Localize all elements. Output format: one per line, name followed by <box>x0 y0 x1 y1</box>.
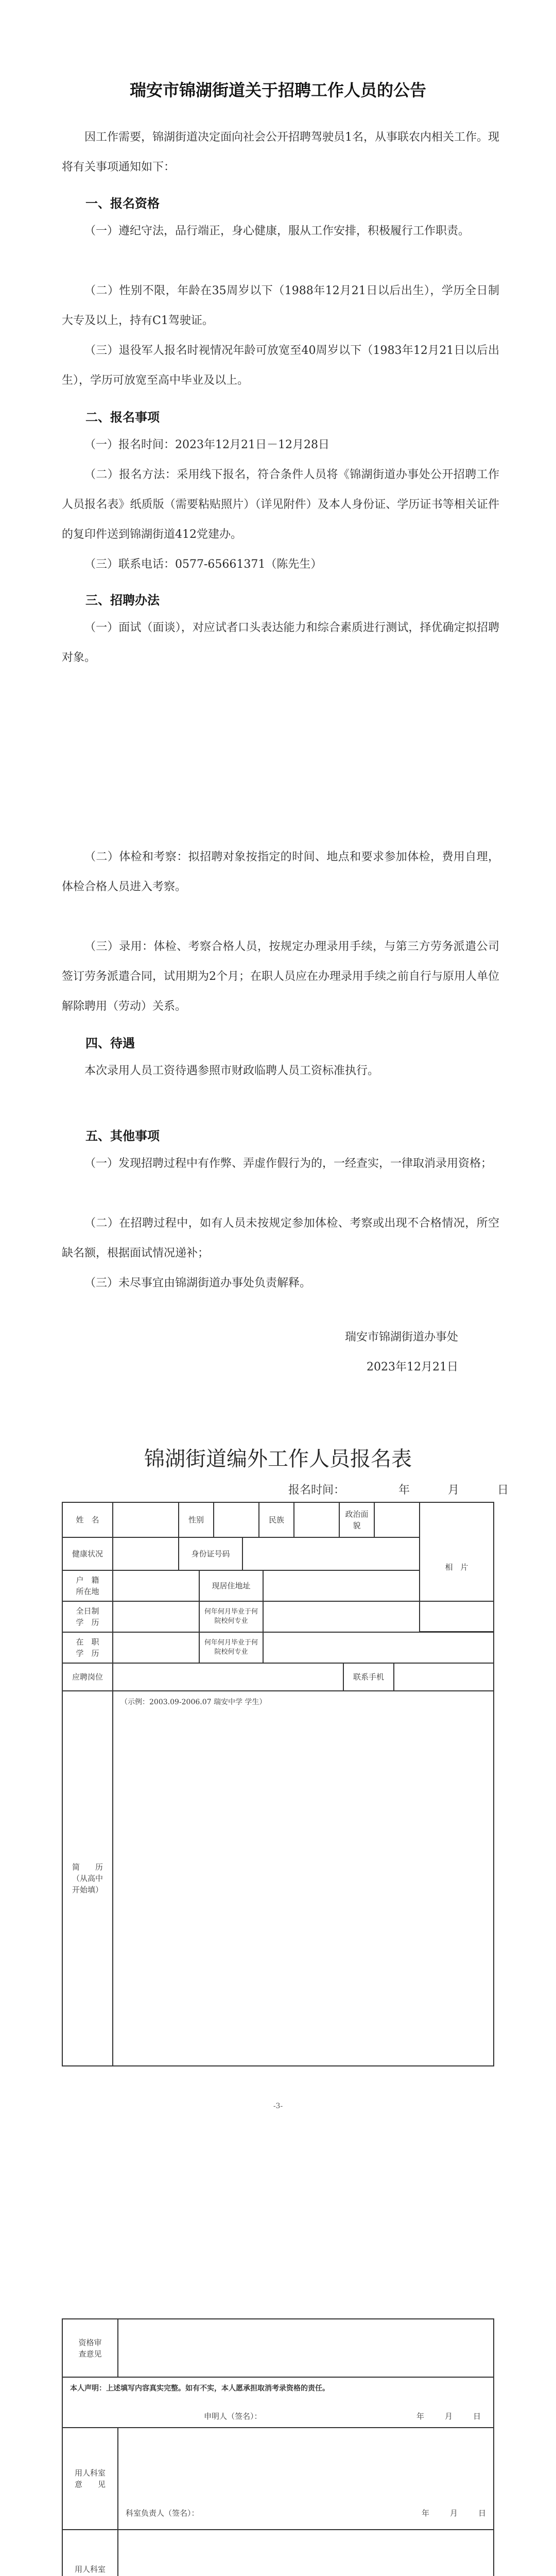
method-item-2: （二）体检和考察：拟招聘对象按指定的时间、地点和要求参加体检，费用自理，体检合格人员进入考察。 <box>62 851 499 893</box>
politics-label: 政治面貌 <box>339 1502 375 1538</box>
qualification-item-2: （二）性别不限，年龄在35周岁以下（1988年12月21日以后出生），学历全日制大专及以上，持有C1驾驶证。 <box>62 284 499 327</box>
method-item-3: （三）录用：体检、考察合格人员，按规定办理录用手续，与第三方劳务派遣公司签订劳务派遣合同，试用期为2个月；在职人员应在办理录用手续之前自行与原用人单位解除聘用（劳动）关系。 <box>62 940 499 1013</box>
resume-example: （示例：2003.09-2006.07 瑞安中学 学生） <box>120 1698 267 1706</box>
section-heading-qualifications: 一、报名资格 <box>85 196 160 211</box>
fulltime-school-input[interactable] <box>263 1601 494 1633</box>
fulltime-edu-label: 全日制 学 历 <box>62 1601 113 1633</box>
page-number: -3- <box>273 2102 283 2110</box>
parttime-school-input[interactable] <box>263 1632 494 1664</box>
applicant-sign-label: 申明人（签名）： <box>204 2412 262 2421</box>
name-label: 姓 名 <box>62 1502 113 1538</box>
declaration-box <box>62 2377 494 2428</box>
gender-input[interactable] <box>213 1502 259 1538</box>
dept-head-sign-label: 科室负责人（签名）： <box>126 2509 199 2518</box>
gender-label: 性别 <box>178 1502 214 1538</box>
ethnicity-label: 民族 <box>258 1502 294 1538</box>
fill-date-line <box>288 1481 509 1497</box>
signature-date: 2023年12月21日 <box>367 1361 458 1374</box>
applied-post-label: 应聘岗位 <box>62 1663 113 1691</box>
fill-date-label: 报名时间： <box>288 1484 345 1497</box>
photo-box[interactable]: 相 片 <box>419 1502 494 1632</box>
politics-input[interactable] <box>374 1502 420 1538</box>
benefits-item-1: 本次录用人员工资待遇参照市财政临聘人员工资标准执行。 <box>84 1064 379 1077</box>
applied-post-input[interactable] <box>112 1663 344 1691</box>
dept-year: 年 <box>421 2509 429 2518</box>
application-form-page <box>0 1422 556 2195</box>
fill-date-month: 月 <box>448 1484 460 1497</box>
resume-input[interactable] <box>112 1690 494 2066</box>
parttime-edu-label: 在 职 学 历 <box>62 1632 113 1664</box>
announcement-title: 瑞安市锦湖街道关于招聘工作人员的公告 <box>129 80 426 100</box>
qualification-item-1: （一）遵纪守法，品行端正，身心健康，服从工作安排，积极履行工作职责。 <box>84 225 470 238</box>
registration-item-2: （二）报名方法：采用线下报名，符合条件人员将《锦湖街道办事处公开招聘工作人员报名表》纸质版（需要粘贴照片）（详见附件）及本人身份证、学历证书等相关证件的复印件送到锦湖街道412党建办。 <box>62 468 499 541</box>
other-item-2: （二）在招聘过程中，如有人员未按规定参加体检、考察或出现不合格情况，所空缺名额，根据面试情况递补； <box>62 1217 499 1260</box>
qualification-item-3: （三）退役军人报名时视情况年龄可放宽至40周岁以下（1983年12月21日以后出生），学历可放宽至高中毕业及以上。 <box>62 344 499 387</box>
health-label: 健康状况 <box>62 1537 113 1571</box>
hukou-label: 户 籍 所在地 <box>62 1570 113 1602</box>
decl-month: 月 <box>444 2412 453 2421</box>
fulltime-edu-input[interactable] <box>112 1601 200 1633</box>
name-input[interactable] <box>112 1502 179 1538</box>
dept-opinion-label: 用人科室 意 见 <box>62 2427 118 2530</box>
resume-label: 简 历 （从高中 开始填） <box>62 1690 113 2066</box>
parttime-edu-input[interactable] <box>112 1632 200 1664</box>
section-heading-benefits: 四、待遇 <box>85 1036 135 1050</box>
leader-opinion-input[interactable] <box>117 2529 494 2576</box>
form-title: 锦湖街道编外工作人员报名表 <box>144 1447 412 1471</box>
intro-paragraph: 因工作需要，锦湖街道决定面向社会公开招聘驾驶员1名，从事联农内相关工作。现将有关事项通知如下： <box>62 131 499 174</box>
dept-month: 月 <box>449 2509 458 2518</box>
signature: 瑞安市锦湖街道办事处 <box>344 1331 458 1344</box>
id-number-label: 身份证号码 <box>178 1537 243 1571</box>
parttime-school-label: 何年何月毕业于何院校何专业 <box>199 1632 264 1664</box>
other-item-3: （三）未尽事宜由锦湖街道办事处负责解释。 <box>84 1277 311 1290</box>
other-item-1: （一）发现招聘过程中有作弊、弄虚作假行为的，一经查实，一律取消录用资格； <box>84 1157 493 1170</box>
ethnicity-input[interactable] <box>293 1502 340 1538</box>
fulltime-school-label: 何年何月毕业于何院校何专业 <box>199 1601 264 1633</box>
section-heading-method: 三、招聘办法 <box>85 593 160 607</box>
registration-item-3: （三）联系电话：0577-65661371（陈先生） <box>84 558 322 571</box>
decl-day: 日 <box>473 2412 481 2421</box>
dept-day: 日 <box>478 2509 486 2518</box>
hukou-input[interactable] <box>112 1570 200 1602</box>
address-input[interactable] <box>263 1570 420 1602</box>
fill-date-year: 年 <box>398 1484 410 1497</box>
registration-item-1: （一）报名时间：2023年12月21日－12月28日 <box>84 438 329 451</box>
phone-input[interactable] <box>393 1663 494 1691</box>
phone-label: 联系手机 <box>343 1663 394 1691</box>
review-label: 资格审 查意见 <box>62 2318 118 2378</box>
declaration-sign-row <box>70 2411 486 2422</box>
method-item-1: （一）面试（面谈），对应试者口头表达能力和综合素质进行测试，择优确定拟招聘对象。 <box>62 621 499 664</box>
section-heading-registration: 二、报名事项 <box>85 410 160 425</box>
leader-opinion-label: 用人科室 <box>62 2529 118 2576</box>
id-number-input[interactable] <box>242 1537 420 1571</box>
fill-date-day: 日 <box>497 1484 509 1497</box>
review-input[interactable] <box>117 2318 494 2378</box>
opinion-form-page <box>0 2267 556 2576</box>
dept-opinion-input[interactable] <box>117 2427 494 2530</box>
address-label: 现居住地址 <box>199 1570 264 1602</box>
declaration-text: 本人声明：上述填写内容真实完整。如有不实，本人愿承担取消考录资格的责任。 <box>70 2384 329 2393</box>
health-input[interactable] <box>112 1537 179 1571</box>
section-heading-other: 五、其他事项 <box>85 1129 160 1143</box>
decl-year: 年 <box>416 2412 424 2421</box>
